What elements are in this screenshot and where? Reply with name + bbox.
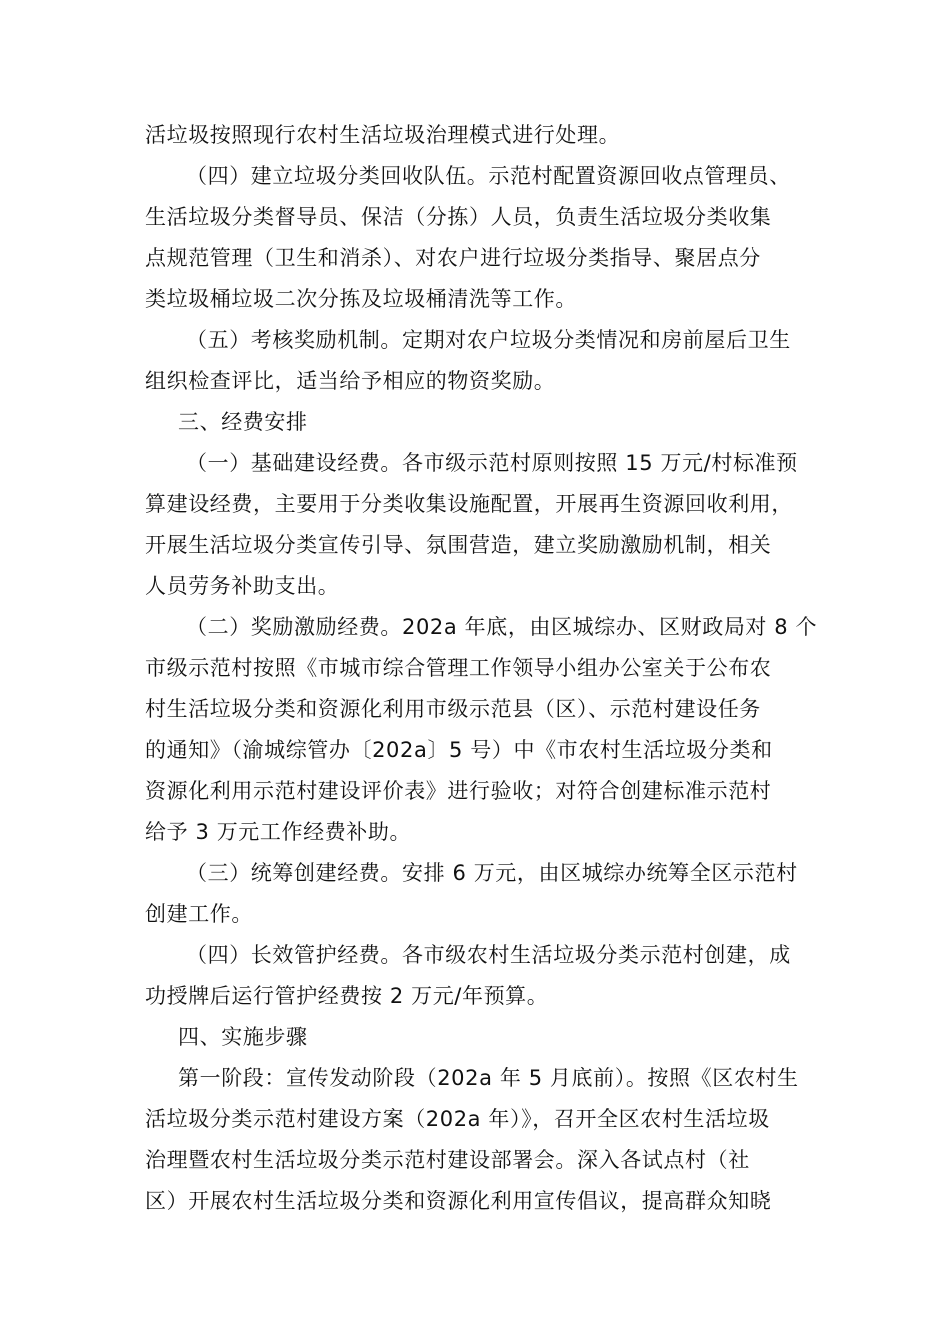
text-line: （三）统筹创建经费。安排 6 万元，由区城综办统筹全区示范村 [186, 861, 798, 885]
text-line: （五）考核奖励机制。定期对农户垃圾分类情况和房前屋后卫生 [186, 328, 791, 352]
text-line: 资源化利用示范村建设评价表》进行验收；对符合创建标准示范村 [145, 779, 772, 803]
text-line: （二）奖励激励经费。202a 年底，由区城综办、区财政局对 8 个 [186, 615, 818, 639]
text-line: 给予 3 万元工作经费补助。 [145, 820, 412, 844]
text-line: 治理暨农村生活垃圾分类示范村建设部署会。深入各试点村（社 [145, 1148, 750, 1172]
text-line: 活垃圾按照现行农村生活垃圾治理模式进行处理。 [145, 123, 621, 147]
section-heading: 四、实施步骤 [178, 1025, 308, 1049]
text-line: 生活垃圾分类督导员、保洁（分拣）人员，负责生活垃圾分类收集 [145, 205, 772, 229]
text-line: 点规范管理（卫生和消杀）、对农户进行垃圾分类指导、聚居点分 [145, 246, 761, 270]
text-line: （四）建立垃圾分类回收队伍。示范村配置资源回收点管理员、 [186, 164, 791, 188]
text-line: （一）基础建设经费。各市级示范村原则按照 15 万元/村标准预 [186, 451, 798, 475]
text-line: 的通知》（渝城综管办〔202a〕5 号）中《市农村生活垃圾分类和 [145, 738, 773, 762]
text-line: 第一阶段：宣传发动阶段（202a 年 5 月底前）。按照《区农村生 [178, 1066, 799, 1090]
text-line: 区）开展农村生活垃圾分类和资源化利用宣传倡议，提高群众知晓 [145, 1189, 772, 1213]
text-line: 类垃圾桶垃圾二次分拣及垃圾桶清洗等工作。 [145, 287, 577, 311]
text-line: 人员劳务补助支出。 [145, 574, 340, 598]
text-line: 功授牌后运行管护经费按 2 万元/年预算。 [145, 984, 549, 1008]
text-line: 市级示范村按照《市城市综合管理工作领导小组办公室关于公布农 [145, 656, 772, 680]
text-line: （四）长效管护经费。各市级农村生活垃圾分类示范村创建，成 [186, 943, 791, 967]
text-line: 村生活垃圾分类和资源化利用市级示范县（区）、示范村建设任务 [145, 697, 761, 721]
text-line: 活垃圾分类示范村建设方案（202a 年）》，召开全区农村生活垃圾 [145, 1107, 770, 1131]
text-line: 组织检查评比，适当给予相应的物资奖励。 [145, 369, 556, 393]
section-heading: 三、经费安排 [178, 410, 308, 434]
text-line: 算建设经费，主要用于分类收集设施配置，开展再生资源回收利用， [145, 492, 793, 516]
text-line: 开展生活垃圾分类宣传引导、氛围营造，建立奖励激励机制，相关 [145, 533, 772, 557]
text-line: 创建工作。 [145, 902, 253, 926]
